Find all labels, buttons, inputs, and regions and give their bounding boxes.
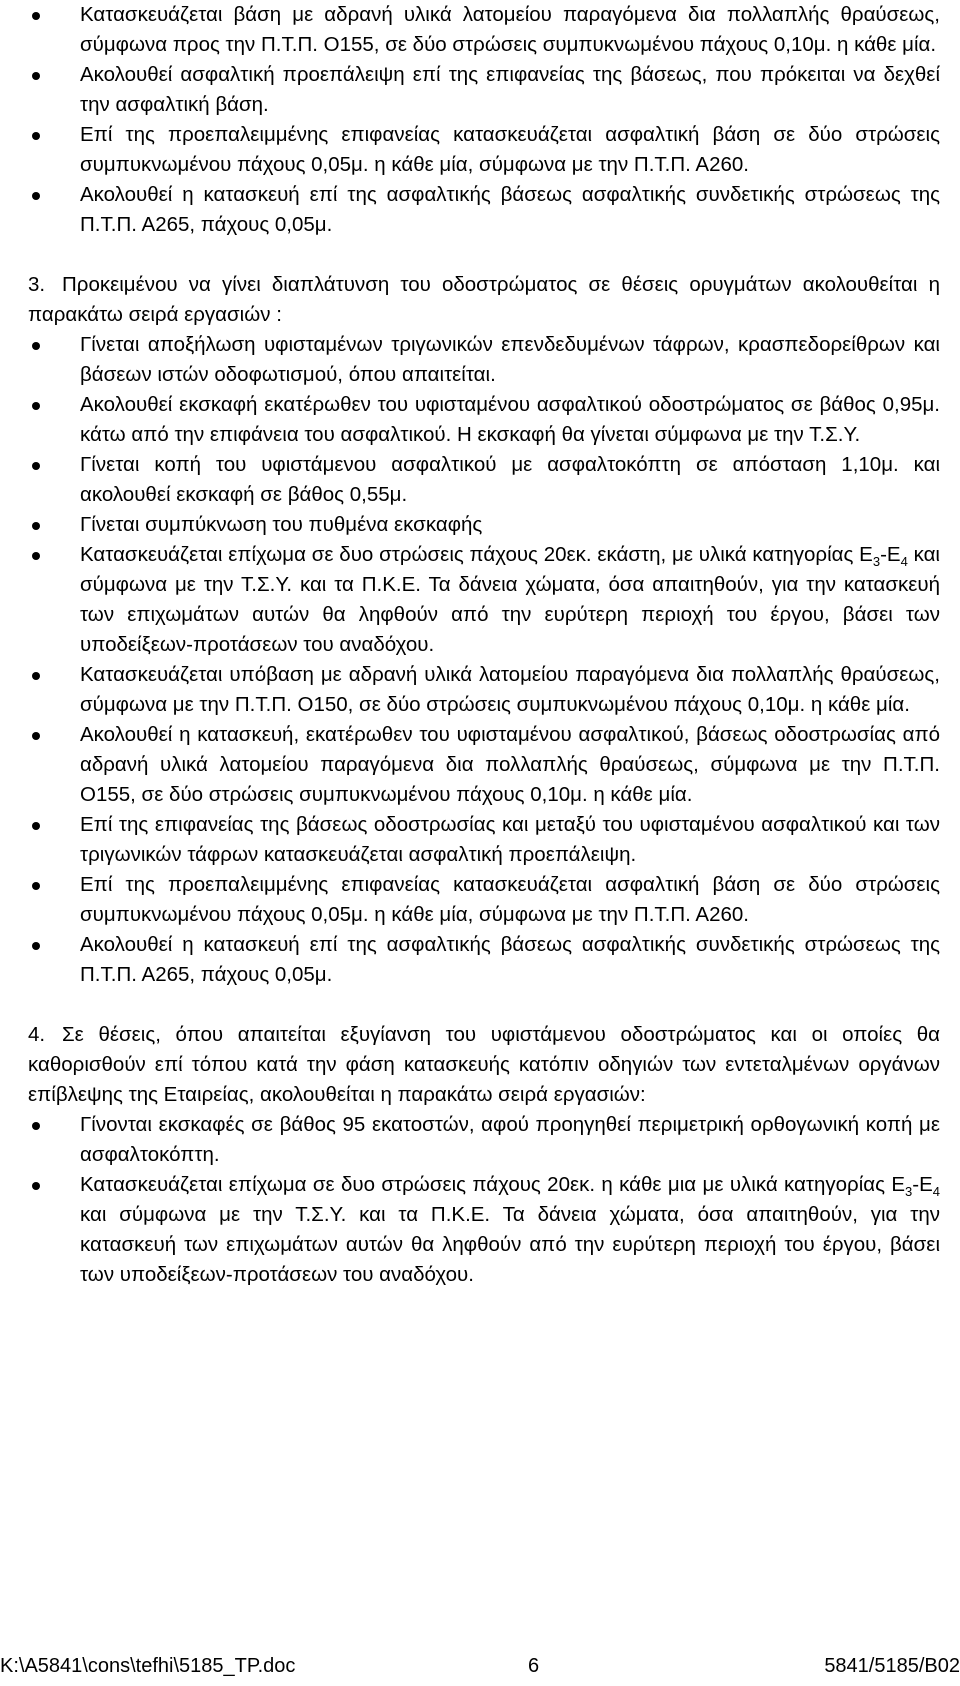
list-item: Ακολουθεί ασφαλτική προεπάλειψη επί της επιφανείας της βάσεως, που πρόκειται να δεχθεί την ασφαλτική βάση. (28, 60, 940, 120)
file-path: K:\A5841\cons\tefhi\5185_TP.doc (0, 1655, 296, 1677)
document-page (28, 0, 940, 1290)
bullet-icon (32, 822, 40, 830)
section-4-intro: 4. Σε θέσεις, όπου απαιτείται εξυγίανση του υφιστάμενου οδοστρώματος και οι οποίες θα καθορισθούν επί τόπου κατά την φάση κατασκευής κατόπιν οδηγιών των εντεταλμένων οργάνων επίβλεψης της Εταιρείας, ακολουθείται η παρακάτω σειρά εργασιών: (28, 1020, 940, 1110)
bullet-icon (32, 672, 40, 680)
bullet-icon (32, 882, 40, 890)
bullet-icon (32, 72, 40, 80)
section-number: 3. (28, 273, 46, 296)
list-item: Γίνεται συμπύκνωση του πυθμένα εκσκαφής (28, 510, 940, 540)
bullet-icon (32, 1122, 40, 1130)
section-3-intro: 3. Προκειμένου να γίνει διαπλάτυνση του οδοστρώματος σε θέσεις ορυγμάτων ακολουθείται η παρακάτω σειρά εργασιών : (28, 270, 940, 330)
bullet-icon (32, 1182, 40, 1190)
list-item: Ακολουθεί η κατασκευή, εκατέρωθεν του υφισταμένου ασφαλτικού, βάσεως οδοστρωσίας από αδρανή υλικά λατομείου παραγόμενα δια πολλαπλής θραύσεως, σύμφωνα με την Π.Τ.Π. Ο155, σε δύο στρώσεις συμπυκνωμένου πάχους 0,10μ. η κάθε μία. (28, 720, 940, 810)
list-item: Κατασκευάζεται βάση με αδρανή υλικά λατομείου παραγόμενα δια πολλαπλής θραύσεως, σύμφωνα προς την Π.Τ.Π. Ο155, σε δύο στρώσεις συμπυκνωμένου πάχους 0,10μ. η κάθε μία. (28, 0, 940, 60)
list-item: Επί της προεπαλειμμένης επιφανείας κατασκευάζεται ασφαλτική βάση σε δύο στρώσεις συμπυκνωμένου πάχους 0,05μ. η κάθε μία, σύμφωνα με την Π.Τ.Π. Α260. (28, 120, 940, 180)
list-item: Γίνεται κοπή του υφιστάμενου ασφαλτικού με ασφαλτοκόπτη σε απόσταση 1,10μ. και ακολουθεί εκσκαφή σε βάθος 0,55μ. (28, 450, 940, 510)
list-item: Επί της προεπαλειμμένης επιφανείας κατασκευάζεται ασφαλτική βάση σε δύο στρώσεις συμπυκνωμένου πάχους 0,05μ. η κάθε μία, σύμφωνα με την Π.Τ.Π. Α260. (28, 870, 940, 930)
bullet-icon (32, 552, 40, 560)
page-number: 6 (528, 1655, 540, 1677)
bullet-icon (32, 732, 40, 740)
list-item: Κατασκευάζεται επίχωμα σε δυο στρώσεις πάχους 20εκ. η κάθε μια με υλικά κατηγορίας $E_3-E_4$ και σύμφωνα με την Τ.Σ.Υ. και τα Π.Κ.Ε. Τα δάνεια χώματα, όσα απαιτηθούν, για την κατασκευή των επιχωμάτων αυτών θα ληφθούν από την ευρύτερη περιοχή του έργου, βάσει των υποδείξεων-προτάσεων του αναδόχου. (28, 1170, 940, 1290)
bullet-icon (32, 342, 40, 350)
list-item: Ακολουθεί η κατασκευή επί της ασφαλτικής βάσεως ασφαλτικής συνδετικής στρώσεως της Π.Τ.Π. Α265, πάχους 0,05μ. (28, 930, 940, 990)
page-footer (0, 1651, 960, 1681)
document-code: 5841/5185/Β02 (824, 1655, 960, 1677)
top-bullet-list (28, 0, 940, 240)
section-3-bullet-list (28, 330, 940, 990)
list-item: Ακολουθεί εκσκαφή εκατέρωθεν του υφισταμένου ασφαλτικού οδοστρώματος σε βάθος 0,95μ. κάτω από την επιφάνεια του ασφαλτικού. Η εκσκαφή θα γίνεται σύμφωνα με την Τ.Σ.Υ. (28, 390, 940, 450)
section-number: 4. (28, 1023, 46, 1046)
bullet-icon (32, 132, 40, 140)
list-item: Γίνονται εκσκαφές σε βάθος 95 εκατοστών, αφού προηγηθεί περιμετρική ορθογωνική κοπή με ασφαλτοκόπτη. (28, 1110, 940, 1170)
bullet-icon (32, 522, 40, 530)
list-item: Επί της επιφανείας της βάσεως οδοστρωσίας και μεταξύ του υφισταμένου ασφαλτικού και των τριγωνικών τάφρων κατασκευάζεται ασφαλτική προεπάλειψη. (28, 810, 940, 870)
bullet-icon (32, 192, 40, 200)
bullet-icon (32, 462, 40, 470)
bullet-icon (32, 942, 40, 950)
list-item: Ακολουθεί η κατασκευή επί της ασφαλτικής βάσεως ασφαλτικής συνδετικής στρώσεως της Π.Τ.Π. Α265, πάχους 0,05μ. (28, 180, 940, 240)
bullet-icon (32, 402, 40, 410)
list-item: Γίνεται αποξήλωση υφισταμένων τριγωνικών επενδεδυμένων τάφρων, κρασπεδορείθρων και βάσεων ιστών οδοφωτισμού, όπου απαιτείται. (28, 330, 940, 390)
section-4-bullet-list (28, 1110, 940, 1290)
list-item: Κατασκευάζεται επίχωμα σε δυο στρώσεις πάχους 20εκ. εκάστη, με υλικά κατηγορίας $E_3-E_4$ και σύμφωνα με την Τ.Σ.Υ. και τα Π.Κ.Ε. Τα δάνεια χώματα, όσα απαιτηθούν, για την κατασκευή των επιχωμάτων αυτών θα ληφθούν από την ευρύτερη περιοχή του έργου, βάσει των υποδείξεων-προτάσεων του αναδόχου. (28, 540, 940, 660)
list-item: Κατασκευάζεται υπόβαση με αδρανή υλικά λατομείου παραγόμενα δια πολλαπλής θραύσεως, σύμφωνα με την Π.Τ.Π. Ο150, σε δύο στρώσεις συμπυκνωμένου πάχους 0,10μ. η κάθε μία. (28, 660, 940, 720)
bullet-icon (32, 12, 40, 20)
